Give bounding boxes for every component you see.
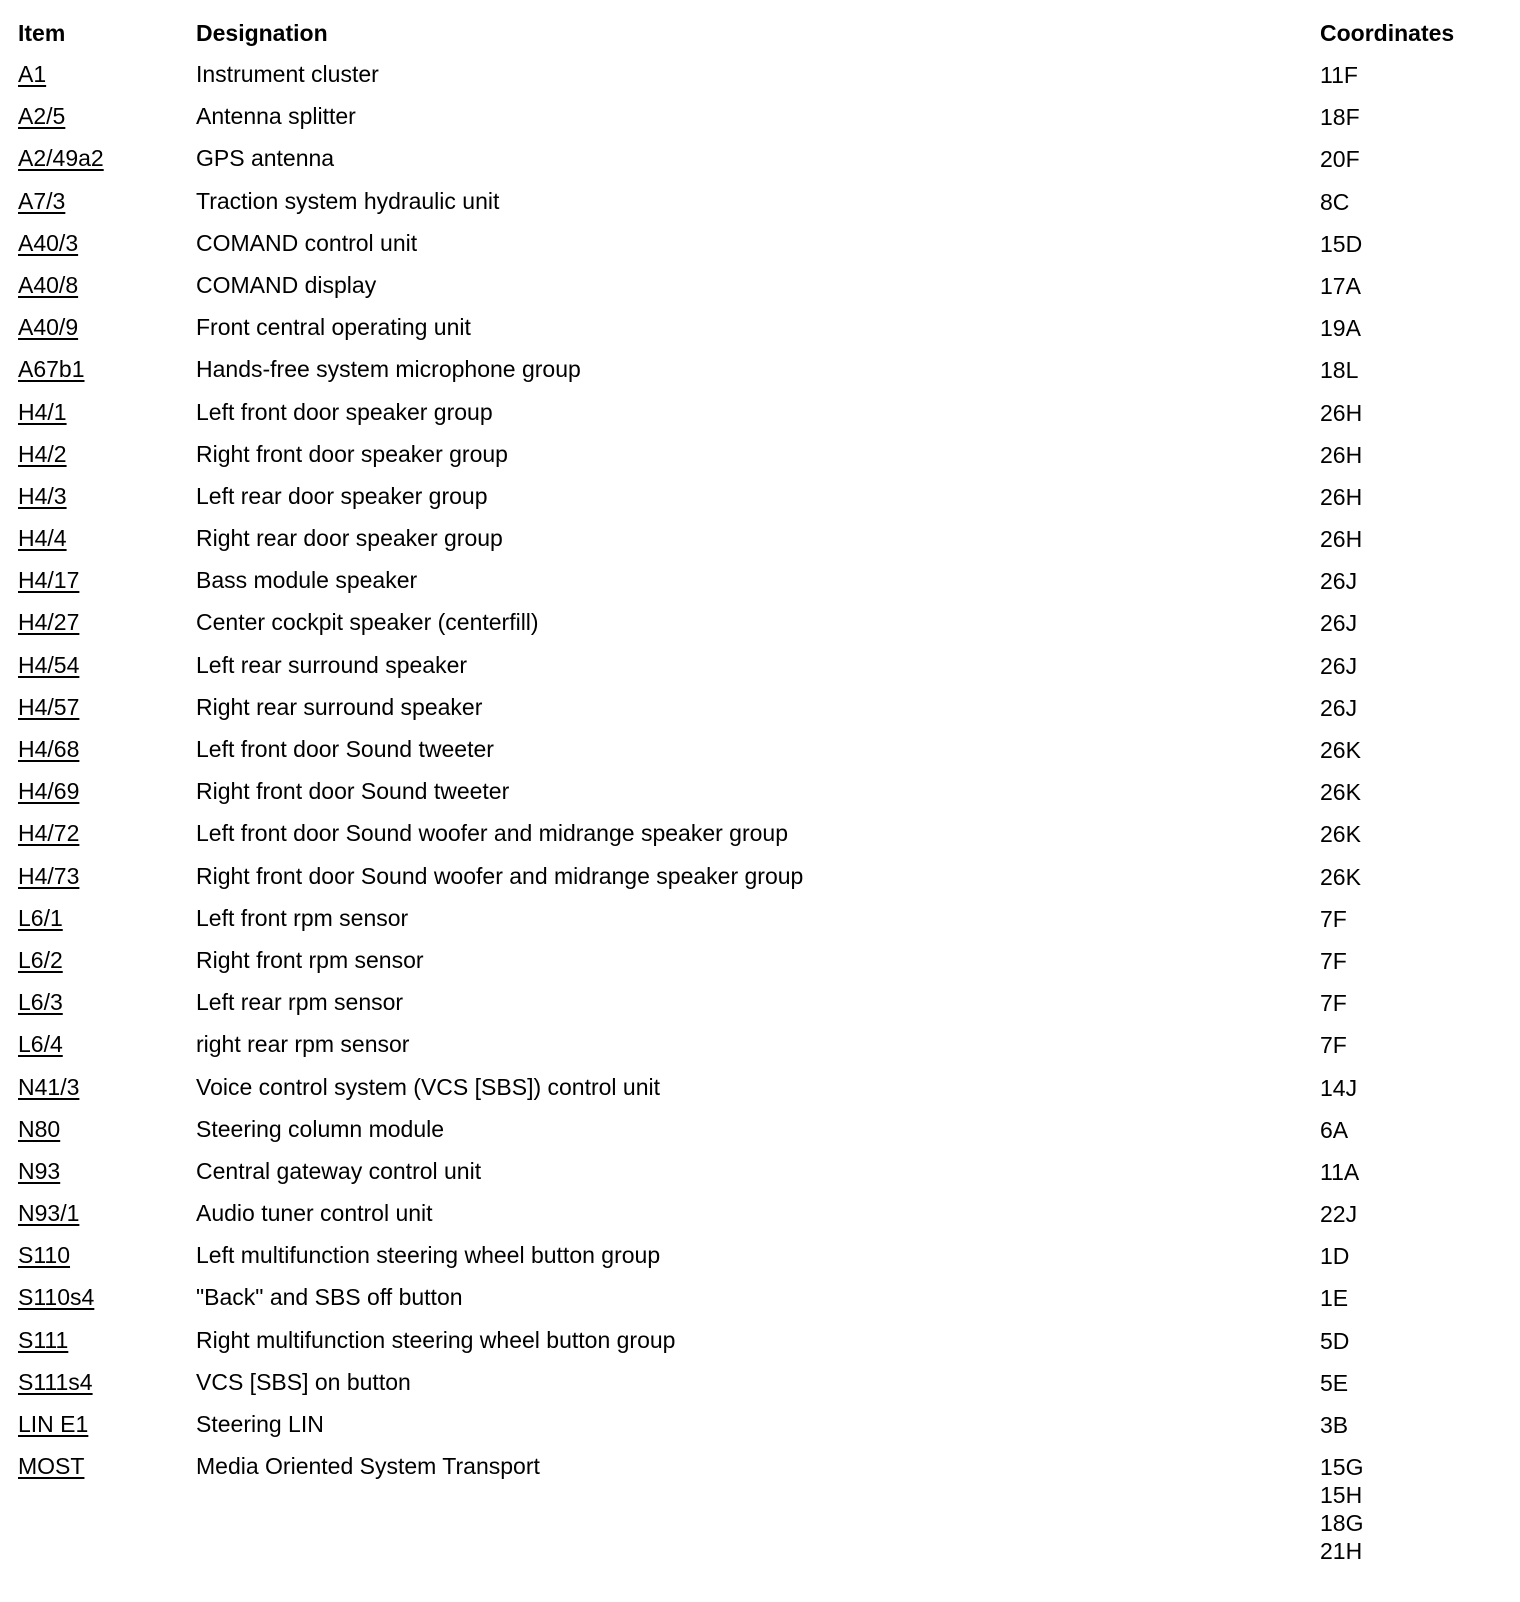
item-link[interactable]: MOST bbox=[18, 1453, 85, 1480]
table-row bbox=[0, 947, 1520, 989]
designation-text: Left multifunction steering wheel button group bbox=[196, 1242, 661, 1269]
coordinate-value: 18L bbox=[1320, 357, 1359, 384]
designation-text: "Back" and SBS off button bbox=[196, 1284, 463, 1311]
coordinates-cell bbox=[1320, 694, 1357, 722]
table-row bbox=[0, 1158, 1520, 1200]
item-link[interactable]: H4/69 bbox=[18, 778, 80, 805]
coordinate-value: 26J bbox=[1320, 568, 1358, 595]
table-row bbox=[0, 736, 1520, 778]
table-row bbox=[0, 820, 1520, 862]
coordinates-cell bbox=[1320, 188, 1349, 216]
item-link[interactable]: H4/54 bbox=[18, 651, 80, 678]
designation-text: VCS [SBS] on button bbox=[196, 1368, 411, 1395]
coordinates-cell bbox=[1320, 1158, 1359, 1186]
designation-text: Steering column module bbox=[196, 1115, 445, 1142]
table-row bbox=[0, 1453, 1520, 1565]
designation-text: Central gateway control unit bbox=[196, 1157, 482, 1184]
coordinate-value: 18F bbox=[1320, 104, 1360, 131]
item-link[interactable]: L6/2 bbox=[18, 946, 63, 973]
table-row bbox=[0, 694, 1520, 736]
coordinates-cell bbox=[1320, 103, 1360, 131]
designation-text: Left rear rpm sensor bbox=[196, 989, 404, 1016]
coordinate-value: 18G bbox=[1320, 1510, 1364, 1537]
coordinate-value: 5D bbox=[1320, 1327, 1350, 1354]
coordinate-value: 26K bbox=[1320, 779, 1361, 806]
item-link[interactable]: H4/17 bbox=[18, 567, 80, 594]
item-link[interactable]: S110s4 bbox=[18, 1284, 95, 1311]
designation-text: Right rear door speaker group bbox=[196, 525, 503, 552]
coordinate-value: 1E bbox=[1320, 1285, 1349, 1312]
item-link[interactable]: A40/3 bbox=[18, 229, 79, 256]
designation-text: Audio tuner control unit bbox=[196, 1200, 433, 1227]
coordinates-cell bbox=[1320, 1242, 1349, 1270]
coordinates-cell bbox=[1320, 230, 1362, 258]
designation-text: Left front door speaker group bbox=[196, 398, 493, 425]
table-header bbox=[0, 20, 1520, 52]
designation-text: Left front door Sound woofer and midrange speaker group bbox=[196, 820, 788, 847]
coordinate-value: 6A bbox=[1320, 1116, 1349, 1143]
item-link[interactable]: A40/9 bbox=[18, 314, 79, 341]
table-row bbox=[0, 61, 1520, 103]
coordinates-cell bbox=[1320, 61, 1358, 89]
item-link[interactable]: H4/4 bbox=[18, 525, 67, 552]
coordinate-value: 14J bbox=[1320, 1074, 1358, 1101]
coordinate-value: 15D bbox=[1320, 230, 1363, 257]
item-link[interactable]: LIN E1 bbox=[18, 1411, 89, 1437]
designation-text: Left front door Sound tweeter bbox=[196, 736, 494, 762]
coordinate-value: 26H bbox=[1320, 399, 1363, 426]
coordinate-value: 26H bbox=[1320, 526, 1363, 553]
designation-text: Right front door Sound tweeter bbox=[196, 778, 510, 805]
designation-text: Front central operating unit bbox=[196, 314, 471, 341]
coordinates-cell bbox=[1320, 441, 1362, 469]
coordinates-cell bbox=[1320, 989, 1347, 1017]
coordinate-value: 19A bbox=[1320, 315, 1361, 342]
coordinate-value: 11A bbox=[1320, 1158, 1360, 1185]
coordinate-value: 15G bbox=[1320, 1454, 1364, 1481]
item-link[interactable]: H4/3 bbox=[18, 482, 67, 509]
table-row bbox=[0, 272, 1520, 314]
table-row bbox=[0, 1074, 1520, 1116]
item-link[interactable]: H4/68 bbox=[18, 736, 80, 762]
header-coordinates: Coordinates bbox=[1320, 20, 1455, 46]
table-row bbox=[0, 1200, 1520, 1242]
item-link[interactable]: H4/27 bbox=[18, 609, 80, 636]
designation-text: Center cockpit speaker (centerfill) bbox=[196, 609, 539, 636]
designation-text: Instrument cluster bbox=[196, 61, 379, 87]
table-row bbox=[0, 609, 1520, 651]
item-link[interactable]: N93 bbox=[18, 1157, 61, 1184]
table-row bbox=[0, 230, 1520, 272]
designation-text: Hands-free system microphone group bbox=[196, 356, 581, 383]
table-row bbox=[0, 905, 1520, 947]
coordinates-cell bbox=[1320, 863, 1361, 891]
table-body bbox=[0, 61, 1520, 1565]
table-row bbox=[0, 441, 1520, 483]
designation-text: Traction system hydraulic unit bbox=[196, 187, 500, 214]
header-item: Item bbox=[18, 20, 66, 46]
coordinate-value: 7F bbox=[1320, 1032, 1347, 1059]
designation-text: Right rear surround speaker bbox=[196, 693, 483, 720]
coordinates-cell bbox=[1320, 609, 1357, 637]
item-link[interactable]: N41/3 bbox=[18, 1073, 80, 1100]
table-row bbox=[0, 778, 1520, 820]
item-link[interactable]: A2/5 bbox=[18, 103, 66, 130]
table-row bbox=[0, 314, 1520, 356]
coordinates-cell bbox=[1320, 1074, 1357, 1102]
table-row bbox=[0, 525, 1520, 567]
coordinates-cell bbox=[1320, 1453, 1363, 1565]
item-link[interactable]: H4/57 bbox=[18, 693, 80, 720]
coordinates-cell bbox=[1320, 1411, 1348, 1439]
coordinates-cell bbox=[1320, 1327, 1349, 1355]
coordinates-cell bbox=[1320, 1200, 1357, 1228]
coordinate-value: 26J bbox=[1320, 694, 1358, 721]
table-row bbox=[0, 1284, 1520, 1326]
coordinate-value: 26K bbox=[1320, 821, 1361, 848]
coordinate-value: 26J bbox=[1320, 610, 1358, 637]
item-link[interactable]: A1 bbox=[18, 61, 47, 87]
table-row bbox=[0, 1116, 1520, 1158]
table-row bbox=[0, 1031, 1520, 1073]
item-link[interactable]: N93/1 bbox=[18, 1200, 80, 1227]
item-link[interactable]: L6/1 bbox=[18, 904, 63, 931]
designation-text: Antenna splitter bbox=[196, 103, 356, 130]
coordinates-cell bbox=[1320, 525, 1362, 553]
coordinate-value: 5E bbox=[1320, 1369, 1349, 1396]
coordinates-cell bbox=[1320, 567, 1357, 595]
item-link[interactable]: N80 bbox=[18, 1115, 61, 1142]
designation-text: COMAND control unit bbox=[196, 229, 418, 256]
item-link[interactable]: L6/4 bbox=[18, 1031, 63, 1058]
coordinates-cell bbox=[1320, 483, 1362, 511]
designation-text: Media Oriented System Transport bbox=[196, 1453, 540, 1480]
coordinates-cell bbox=[1320, 778, 1361, 806]
coordinates-cell bbox=[1320, 314, 1361, 342]
coordinate-value: 26K bbox=[1320, 737, 1361, 763]
table-row bbox=[0, 145, 1520, 187]
table-row bbox=[0, 652, 1520, 694]
item-link[interactable]: A40/8 bbox=[18, 271, 79, 298]
coordinates-cell bbox=[1320, 1116, 1348, 1144]
designation-text: Right front rpm sensor bbox=[196, 946, 424, 973]
coordinate-value: 7F bbox=[1320, 947, 1347, 974]
table-row bbox=[0, 1369, 1520, 1411]
item-link[interactable]: A67b1 bbox=[18, 356, 85, 383]
table-row bbox=[0, 483, 1520, 525]
coordinates-cell bbox=[1320, 1284, 1348, 1312]
designation-text: right rear rpm sensor bbox=[196, 1031, 410, 1058]
item-link[interactable]: S111 bbox=[18, 1326, 69, 1353]
coordinate-value: 26H bbox=[1320, 483, 1363, 510]
coordinates-cell bbox=[1320, 947, 1347, 975]
coordinate-value: 26J bbox=[1320, 652, 1358, 679]
coordinates-cell bbox=[1320, 145, 1360, 173]
coordinate-value: 1D bbox=[1320, 1243, 1350, 1270]
item-link[interactable]: A2/49a2 bbox=[18, 145, 104, 172]
table-row bbox=[0, 1242, 1520, 1284]
coordinates-cell bbox=[1320, 820, 1361, 848]
coordinates-cell bbox=[1320, 652, 1357, 680]
coordinate-value: 20F bbox=[1320, 146, 1360, 173]
table-row bbox=[0, 103, 1520, 145]
table-row bbox=[0, 1327, 1520, 1369]
coordinate-value: 21H bbox=[1320, 1538, 1363, 1565]
table-row bbox=[0, 1411, 1520, 1453]
designation-text: Steering LIN bbox=[196, 1411, 324, 1437]
coordinate-value: 7F bbox=[1320, 905, 1347, 932]
coordinate-value: 26H bbox=[1320, 441, 1363, 468]
coordinate-value: 26K bbox=[1320, 863, 1361, 890]
coordinates-cell bbox=[1320, 1031, 1347, 1059]
designation-text: Right multifunction steering wheel button group bbox=[196, 1326, 676, 1353]
coordinate-value: 22J bbox=[1320, 1201, 1358, 1228]
table-row bbox=[0, 356, 1520, 398]
coordinate-value: 3B bbox=[1320, 1412, 1349, 1438]
item-link[interactable]: H4/72 bbox=[18, 820, 80, 847]
coordinates-cell bbox=[1320, 272, 1361, 300]
designation-text: Left rear surround speaker bbox=[196, 651, 468, 678]
designation-text: COMAND display bbox=[196, 271, 377, 298]
coordinates-cell bbox=[1320, 905, 1347, 933]
table-row bbox=[0, 863, 1520, 905]
table-row bbox=[0, 188, 1520, 230]
coordinate-value: 8C bbox=[1320, 188, 1350, 215]
item-link[interactable]: H4/2 bbox=[18, 440, 67, 467]
item-link[interactable]: A7/3 bbox=[18, 187, 66, 214]
coordinate-value: 7F bbox=[1320, 990, 1347, 1017]
item-link[interactable]: S110 bbox=[18, 1242, 71, 1269]
coordinates-cell bbox=[1320, 356, 1358, 384]
item-link[interactable]: S111s4 bbox=[18, 1368, 93, 1395]
coordinates-cell bbox=[1320, 736, 1361, 764]
designation-text: GPS antenna bbox=[196, 145, 335, 172]
designation-text: Left front rpm sensor bbox=[196, 904, 409, 931]
item-link[interactable]: H4/73 bbox=[18, 862, 80, 889]
coordinate-value: 11F bbox=[1320, 62, 1358, 88]
designation-text: Right front door speaker group bbox=[196, 440, 508, 467]
coordinate-value: 15H bbox=[1320, 1482, 1363, 1509]
designation-text: Left rear door speaker group bbox=[196, 482, 488, 509]
designation-text: Bass module speaker bbox=[196, 567, 418, 594]
designation-text: Right front door Sound woofer and midrange speaker group bbox=[196, 862, 804, 889]
table-row bbox=[0, 567, 1520, 609]
coordinates-cell bbox=[1320, 1369, 1348, 1397]
coordinate-value: 17A bbox=[1320, 272, 1361, 299]
designation-text: Voice control system (VCS [SBS]) control unit bbox=[196, 1073, 661, 1100]
coordinates-cell bbox=[1320, 399, 1362, 427]
item-link[interactable]: H4/1 bbox=[18, 398, 67, 425]
table-row bbox=[0, 989, 1520, 1031]
table-row bbox=[0, 399, 1520, 441]
item-link[interactable]: L6/3 bbox=[18, 989, 63, 1016]
header-designation: Designation bbox=[196, 20, 328, 46]
